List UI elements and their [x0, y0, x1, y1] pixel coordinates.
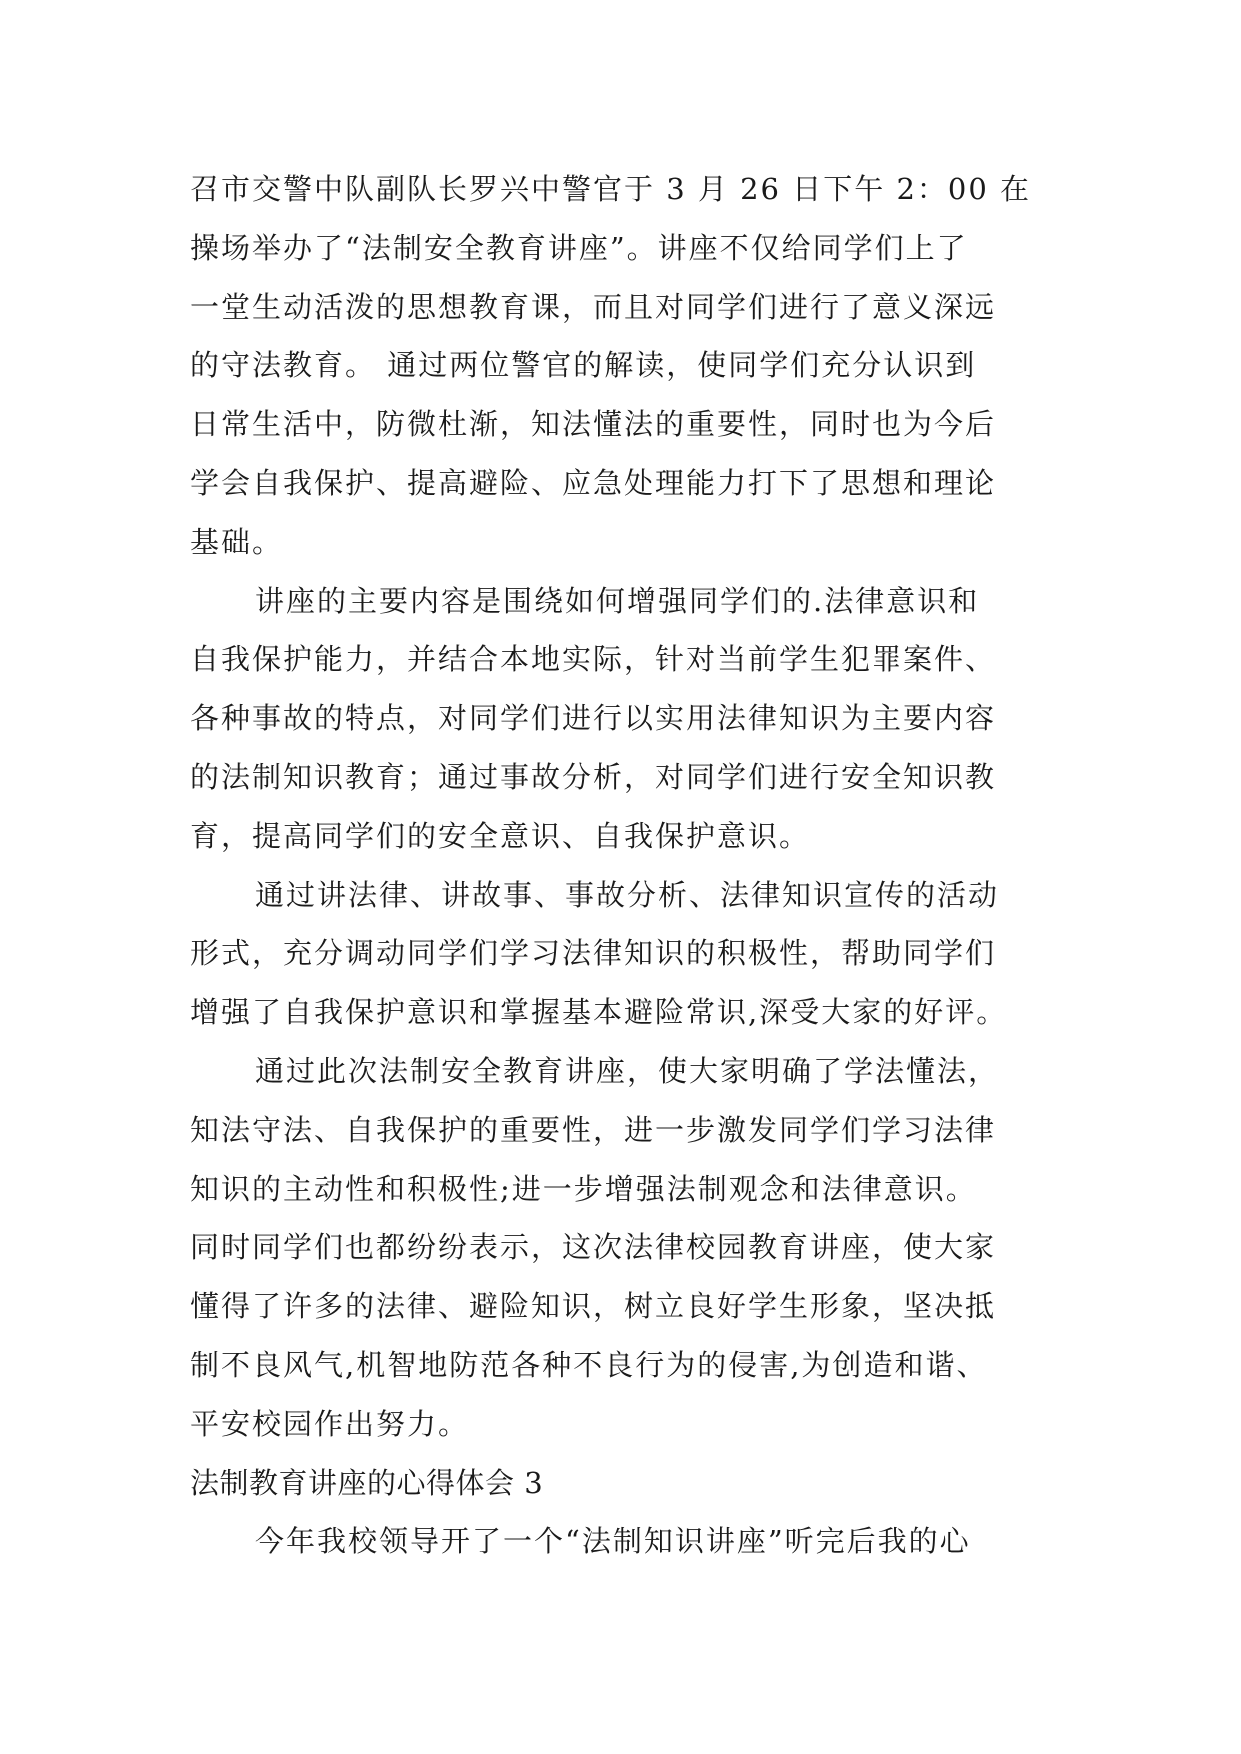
- paragraph-line: 学会自我保护、提高避险、应急处理能力打下了思想和理论: [190, 465, 997, 500]
- paragraph-line: 育，提高同学们的安全意识、自我保护意识。: [190, 818, 811, 853]
- paragraph-line: 召市交警中队副队长罗兴中警官于 3 月 26 日下午 2：00 在: [190, 172, 1032, 206]
- paragraph-line: 的法制知识教育；通过事故分析，对同学们进行安全知识教: [190, 759, 997, 794]
- paragraph-line: 通过此次法制安全教育讲座，使大家明确了学法懂法，: [255, 1053, 1000, 1088]
- paragraph-line: 通过讲法律、讲故事、事故分析、法律知识宣传的活动: [255, 877, 1000, 912]
- paragraph-line: 的守法教育。 通过两位警官的解读，使同学们充分认识到: [190, 348, 977, 383]
- paragraph-line: 平安校园作出努力。: [190, 1406, 470, 1441]
- paragraph-line: 形式，充分调动同学们学习法律知识的积极性，帮助同学们: [190, 936, 997, 971]
- paragraph-line: 讲座的主要内容是围绕如何增强同学们的.法律意识和: [255, 583, 980, 618]
- paragraph-line: 知识的主动性和积极性;进一步增强法制观念和法律意识。: [190, 1171, 977, 1206]
- paragraph-line: 知法守法、自我保护的重要性，进一步激发同学们学习法律: [190, 1112, 997, 1147]
- paragraph-line: 日常生活中，防微杜渐，知法懂法的重要性，同时也为今后: [190, 407, 997, 442]
- paragraph-line: 操场举办了“法制安全教育讲座”。讲座不仅给同学们上了: [190, 230, 968, 265]
- paragraph-line: 各种事故的特点，对同学们进行以实用法律知识为主要内容: [190, 701, 997, 736]
- section-heading: 法制教育讲座的心得体会 3: [190, 1465, 544, 1500]
- paragraph-line: 懂得了许多的法律、避险知识，树立良好学生形象，坚决抵: [190, 1289, 997, 1324]
- paragraph-line: 今年我校领导开了一个“法制知识讲座”听完后我的心: [255, 1524, 971, 1559]
- paragraph-line: 制不良风气,机智地防范各种不良行为的侵害,为创造和谐、: [190, 1347, 988, 1382]
- paragraph-line: 同时同学们也都纷纷表示，这次法律校园教育讲座，使大家: [190, 1230, 997, 1265]
- paragraph-line: 基础。: [190, 524, 284, 559]
- paragraph-line: 一堂生动活泼的思想教育课，而且对同学们进行了意义深远: [190, 289, 997, 324]
- paragraph-line: 自我保护能力，并结合本地实际，针对当前学生犯罪案件、: [190, 642, 997, 677]
- paragraph-line: 增强了自我保护意识和掌握基本避险常识,深受大家的好评。: [190, 995, 1008, 1030]
- document-body: [190, 160, 1070, 1571]
